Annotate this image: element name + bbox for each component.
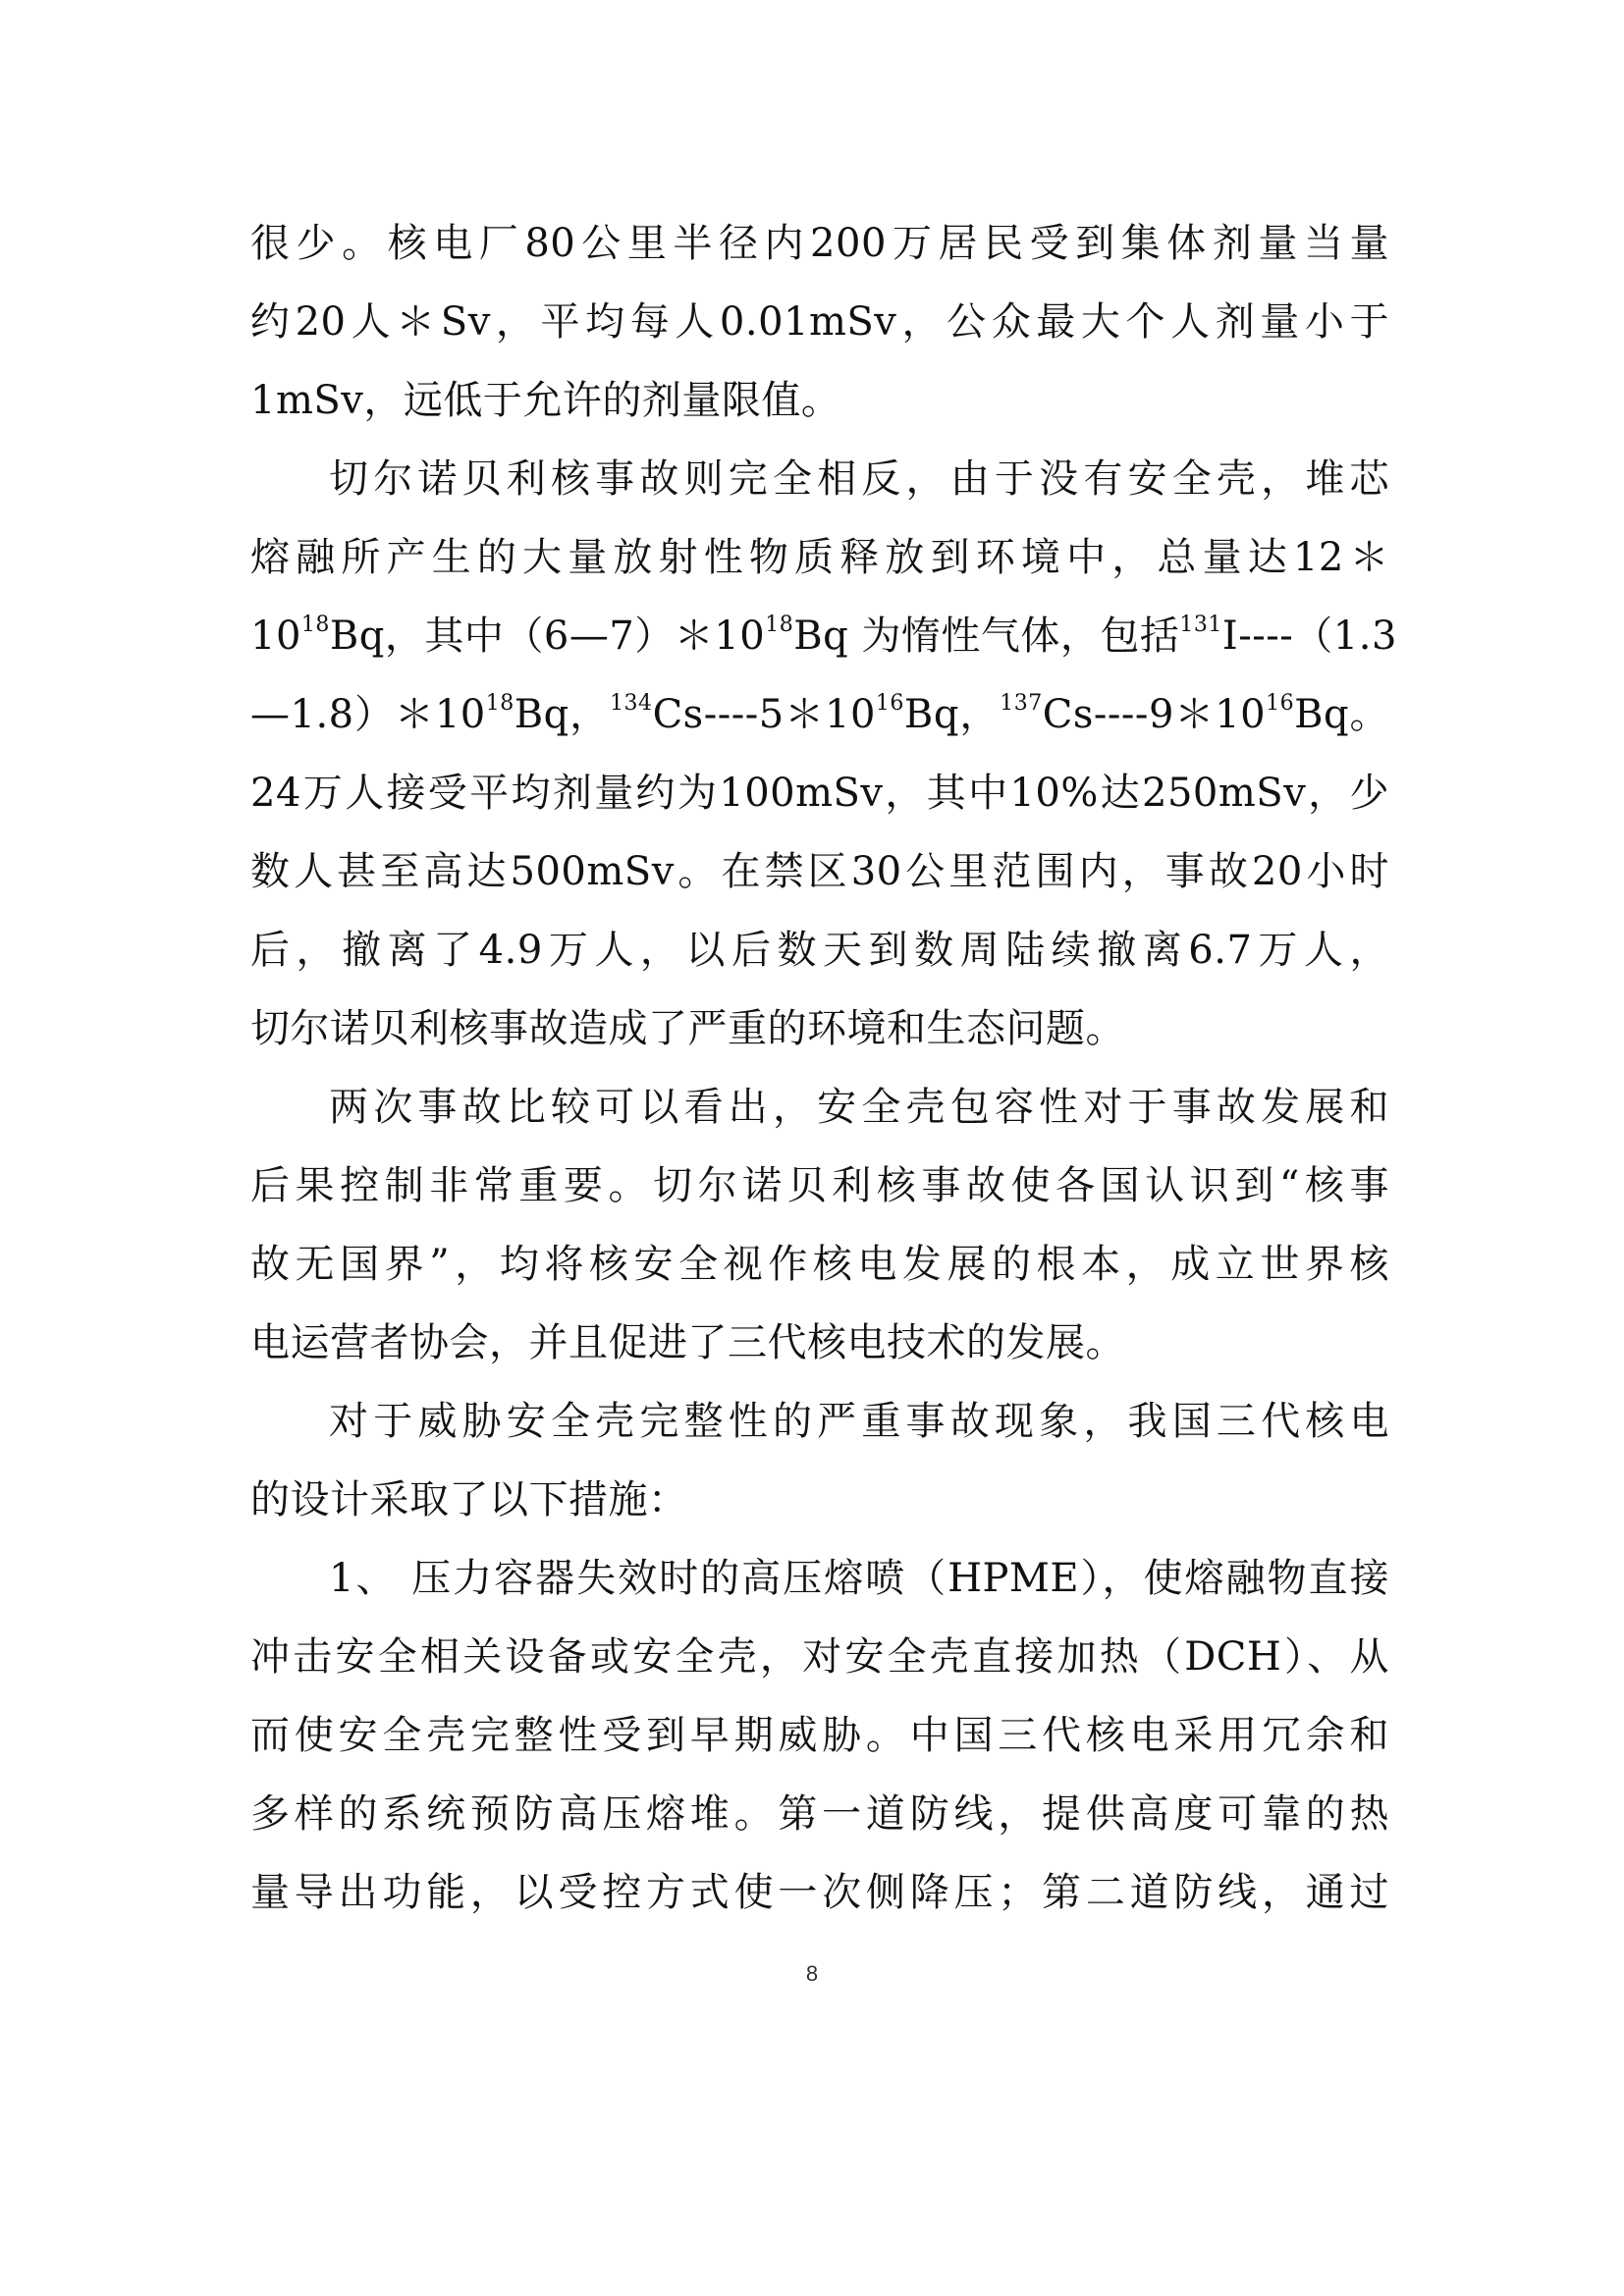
formula-part: Bq。 — [1294, 692, 1390, 737]
formula-part: I----（1.3 — [1221, 614, 1397, 659]
page-number: 8 — [805, 1961, 819, 1986]
text-line: 数人甚至高达500mSv。在禁区30公里范围内，事故20小时 — [250, 849, 1389, 894]
text-line: 后果控制非常重要。切尔诺贝利核事故使各国认识到“核事 — [250, 1163, 1389, 1208]
formula-part: Bq，其中（6—7）＊10 — [329, 614, 766, 659]
text-line: 1mSv，远低于允许的剂量限值。 — [250, 378, 841, 423]
formula-part: Cs----5＊10 — [652, 692, 876, 737]
text-line: 切尔诺贝利核事故则完全相反，由于没有安全壳，堆芯 — [329, 456, 1389, 502]
text-line: 24万人接受平均剂量约为100mSv，其中10%达250mSv，少 — [250, 771, 1389, 816]
formula-part: Cs----9＊10 — [1042, 692, 1267, 737]
text-line: 1、 压力容器失效时的高压熔喷（HPME），使熔融物直接 — [329, 1556, 1389, 1601]
formula-line — [250, 607, 1397, 666]
superscript: 18 — [300, 612, 330, 637]
text-line: 冲击安全相关设备或安全壳，对安全壳直接加热（DCH）、从 — [250, 1634, 1389, 1680]
text-line: 对于威胁安全壳完整性的严重事故现象，我国三代核电 — [329, 1399, 1389, 1444]
text-line: 两次事故比较可以看出，安全壳包容性对于事故发展和 — [329, 1085, 1389, 1130]
text-line: 约20人＊Sv，平均每人0.01mSv，公众最大个人剂量小于 — [250, 299, 1389, 345]
text-line: 量导出功能，以受控方式使一次侧降压；第二道防线，通过 — [250, 1870, 1389, 1915]
formula-part: —1.8）＊10 — [250, 692, 486, 737]
superscript: 134 — [610, 690, 653, 716]
superscript: 16 — [1266, 690, 1295, 716]
superscript: 137 — [1000, 690, 1043, 716]
text-line: 而使安全壳完整性受到早期威胁。中国三代核电采用冗余和 — [250, 1713, 1389, 1758]
text-line: 故无国界”，均将核安全视作核电发展的根本，成立世界核 — [250, 1242, 1389, 1287]
superscript: 131 — [1179, 612, 1222, 637]
formula-part: Bq 为惰性气体，包括 — [793, 614, 1180, 659]
text-line: 的设计采取了以下措施： — [250, 1477, 688, 1522]
text-line: 后，撤离了4.9万人，以后数天到数周陆续撤离6.7万人， — [250, 928, 1389, 973]
superscript: 16 — [875, 690, 904, 716]
formula-part: 10 — [250, 614, 301, 659]
formula-part: Bq， — [514, 692, 611, 737]
text-line: 多样的系统预防高压熔堆。第一道防线，提供高度可靠的热 — [250, 1791, 1389, 1837]
formula-part: Bq， — [903, 692, 1001, 737]
formula-line — [250, 685, 1389, 744]
superscript: 18 — [765, 612, 794, 637]
text-line: 电运营者协会，并且促进了三代核电技术的发展。 — [250, 1320, 1125, 1365]
superscript: 18 — [485, 690, 514, 716]
text-line: 切尔诺贝利核事故造成了严重的环境和生态问题。 — [250, 1006, 1125, 1051]
text-line: 熔融所产生的大量放射性物质释放到环境中，总量达12＊ — [250, 535, 1389, 580]
text-line: 很少。核电厂80公里半径内200万居民受到集体剂量当量 — [250, 221, 1389, 266]
